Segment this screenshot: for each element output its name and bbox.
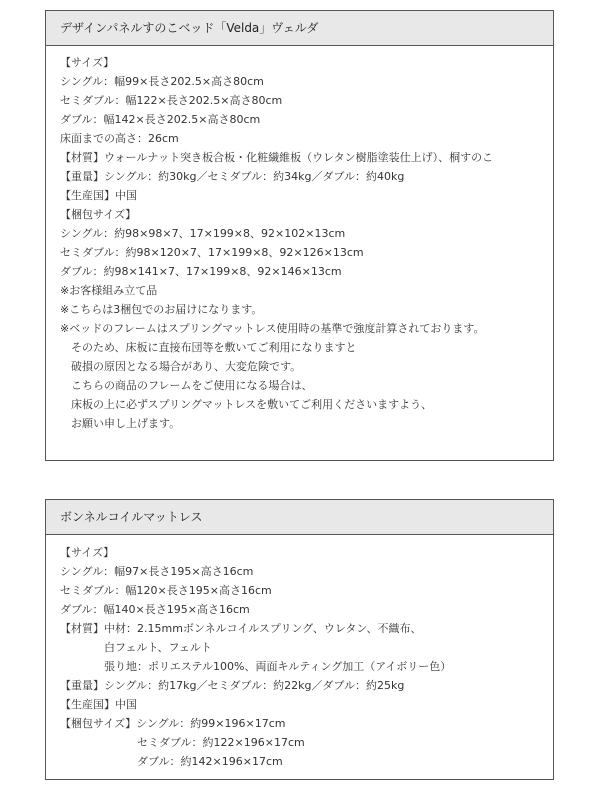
spec-line: セミダブル：約98×120×7、17×199×8、92×126×13cm [60, 246, 364, 259]
spec-line: そのため、床板に直接布団等を敷いてご利用になりますと [60, 341, 357, 354]
spec-line: シングル：幅97×長さ195×高さ16cm [60, 565, 254, 578]
spec-line: 【重量】シングル：約30kg／セミダブル：約34kg／ダブル：約40kg [60, 170, 405, 183]
bed-spec-title: デザインパネルすのこベッド「Velda」ヴェルダ [46, 11, 553, 46]
spec-line: お願い申し上げます。 [60, 417, 181, 430]
bed-spec-body [46, 46, 553, 433]
spec-line: シングル：約98×98×7、17×199×8、92×102×13cm [60, 227, 346, 240]
spec-line: セミダブル：幅122×長さ202.5×高さ80cm [60, 94, 283, 107]
spec-line: ※お客様組み立て品 [60, 284, 158, 297]
spec-line: シングル：幅99×長さ202.5×高さ80cm [60, 75, 264, 88]
spec-line: セミダブル：幅120×長さ195×高さ16cm [60, 584, 272, 597]
spec-line: 【生産国】中国 [60, 698, 137, 711]
spec-line: 張り地：ポリエステル100%、両面キルティング加工（アイボリー色） [60, 660, 452, 673]
spec-line: 【重量】シングル：約17kg／セミダブル：約22kg／ダブル：約25kg [60, 679, 405, 692]
spec-line: 【生産国】中国 [60, 189, 137, 202]
bed-spec-panel [45, 10, 554, 461]
spec-line: ダブル：幅140×長さ195×高さ16cm [60, 603, 250, 616]
spec-line: ダブル：約142×196×17cm [60, 755, 283, 768]
spec-line: ダブル：幅142×長さ202.5×高さ80cm [60, 113, 261, 126]
spec-line: 【梱包サイズ】 [60, 208, 137, 221]
spec-line: ※ベッドのフレームはスプリングマットレス使用時の基準で強度計算されております。 [60, 322, 485, 335]
spec-line: ダブル：約98×141×7、17×199×8、92×146×13cm [60, 265, 342, 278]
spec-line: 床板の上に必ずスプリングマットレスを敷いてご利用くださいますよう、 [60, 398, 433, 411]
mattress-spec-body [46, 535, 553, 771]
spec-line: 【材質】中材：2.15mmボンネルコイルスプリング、ウレタン、不織布、 [60, 622, 422, 635]
spec-line: こちらの商品のフレームをご使用になる場合は、 [60, 379, 313, 392]
spec-line: ※こちらは3梱包でのお届けになります。 [60, 303, 263, 316]
spec-line: 【梱包サイズ】シングル：約99×196×17cm [60, 717, 286, 730]
spec-line: 白フェルト、フェルト [60, 641, 212, 654]
mattress-spec-title: ボンネルコイルマットレス [46, 500, 553, 535]
spec-line: 床面までの高さ：26cm [60, 132, 179, 145]
mattress-spec-panel [45, 499, 554, 780]
spec-line: 【サイズ】 [60, 546, 115, 559]
spec-line: 破損の原因となる場合があり、大変危険です。 [60, 360, 302, 373]
spec-line: 【材質】ウォールナット突き板合板・化粧繊維板（ウレタン樹脂塗装仕上げ）、桐すのこ [60, 151, 494, 164]
spec-line: セミダブル：約122×196×17cm [60, 736, 305, 749]
spec-line: 【サイズ】 [60, 56, 115, 69]
